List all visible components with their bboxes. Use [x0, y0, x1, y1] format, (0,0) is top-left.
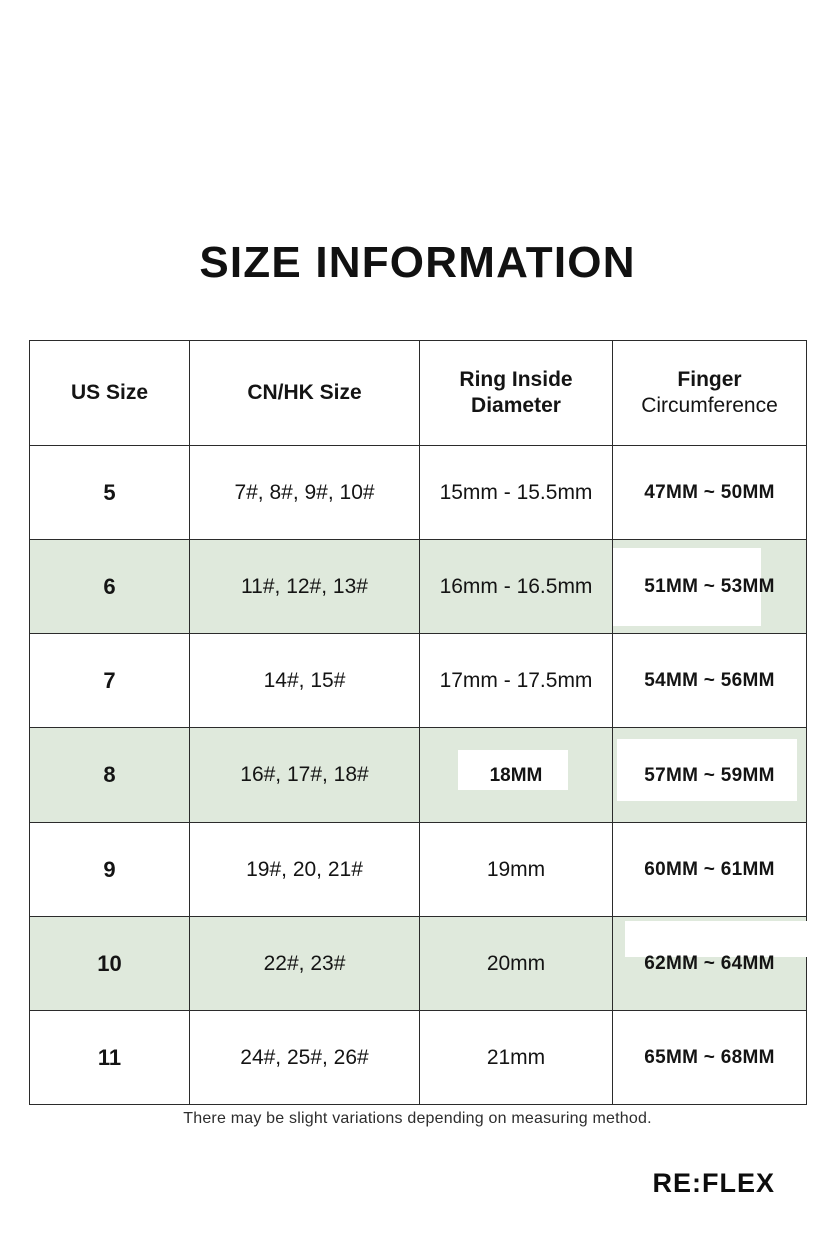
- table-row: [30, 634, 807, 728]
- cell-content: [613, 446, 806, 539]
- column-header-cn-hk-size: CN/HK Size: [190, 341, 420, 446]
- table-header: [30, 341, 807, 446]
- cell-content: [613, 540, 806, 633]
- page-title: SIZE INFORMATION: [199, 238, 636, 287]
- cell-ring-diameter: 19mm: [420, 823, 613, 917]
- measurement-disclaimer: There may be slight variations depending on measuring method.: [183, 1110, 652, 1127]
- column-header-us-size: US Size: [30, 341, 190, 446]
- cell-ring-diameter: 20mm: [420, 917, 613, 1011]
- table-row: [30, 446, 807, 540]
- cell-text: 65MM ~ 68MM: [644, 1047, 775, 1068]
- table-row: [30, 917, 807, 1011]
- table-row: [30, 728, 807, 823]
- cell-text: 51MM ~ 53MM: [644, 576, 775, 597]
- cell-finger-circumference: [613, 1011, 807, 1105]
- cell-us-size: 10: [30, 917, 190, 1011]
- cell-content: [613, 917, 806, 1010]
- cell-ring-diameter: 21mm: [420, 1011, 613, 1105]
- column-header-ring-line2: Diameter: [471, 394, 561, 417]
- cell-finger-circumference: [613, 917, 807, 1011]
- cell-finger-circumference: [613, 540, 807, 634]
- column-header-finger-line1: Finger: [677, 367, 742, 391]
- cell-ring-diameter: 17mm - 17.5mm: [420, 634, 613, 728]
- cell-cn-hk-size: 11#, 12#, 13#: [190, 540, 420, 634]
- table-row: [30, 823, 807, 917]
- cell-finger-circumference: [613, 634, 807, 728]
- cell-cn-hk-size: 19#, 20, 21#: [190, 823, 420, 917]
- column-header-ring-inside-diameter: [420, 341, 613, 446]
- column-header-ring-line1: Ring Inside: [459, 367, 573, 391]
- table-row: [30, 540, 807, 634]
- cell-content: [613, 729, 806, 822]
- cell-cn-hk-size: 16#, 17#, 18#: [190, 728, 420, 823]
- overlay-patch: [625, 921, 807, 957]
- cell-text: 18MM: [489, 765, 543, 786]
- cell-cn-hk-size: 22#, 23#: [190, 917, 420, 1011]
- table-row: [30, 1011, 807, 1105]
- cell-text: 60MM ~ 61MM: [644, 859, 775, 880]
- table-body: [30, 446, 807, 1105]
- cell-ring-diameter: 15mm - 15.5mm: [420, 446, 613, 540]
- cell-us-size: 9: [30, 823, 190, 917]
- cell-finger-circumference: [613, 728, 807, 823]
- column-header-finger-line2: Circumference: [641, 394, 778, 417]
- cell-finger-circumference: [613, 823, 807, 917]
- cell-cn-hk-size: 7#, 8#, 9#, 10#: [190, 446, 420, 540]
- cell-text: 57MM ~ 59MM: [644, 764, 775, 786]
- cell-ring-diameter: [420, 728, 613, 823]
- brand-logo: RE:FLEX: [652, 1168, 775, 1198]
- cell-content: [613, 823, 806, 916]
- cell-text: 62MM ~ 64MM: [644, 953, 775, 974]
- cell-us-size: 8: [30, 728, 190, 823]
- cell-us-size: 7: [30, 634, 190, 728]
- cell-text: 47MM ~ 50MM: [644, 482, 775, 503]
- size-table-container: [29, 340, 806, 1105]
- cell-us-size: 11: [30, 1011, 190, 1105]
- cell-us-size: 6: [30, 540, 190, 634]
- cell-us-size: 5: [30, 446, 190, 540]
- cell-finger-circumference: [613, 446, 807, 540]
- cell-ring-diameter: 16mm - 16.5mm: [420, 540, 613, 634]
- size-table: [29, 340, 807, 1105]
- table-header-row: [30, 341, 807, 446]
- cell-content: [613, 1011, 806, 1104]
- cell-content: [420, 728, 612, 822]
- cell-cn-hk-size: 24#, 25#, 26#: [190, 1011, 420, 1105]
- cell-content: [613, 634, 806, 727]
- cell-text: 54MM ~ 56MM: [644, 670, 775, 691]
- column-header-finger-circumference: [613, 341, 807, 446]
- cell-cn-hk-size: 14#, 15#: [190, 634, 420, 728]
